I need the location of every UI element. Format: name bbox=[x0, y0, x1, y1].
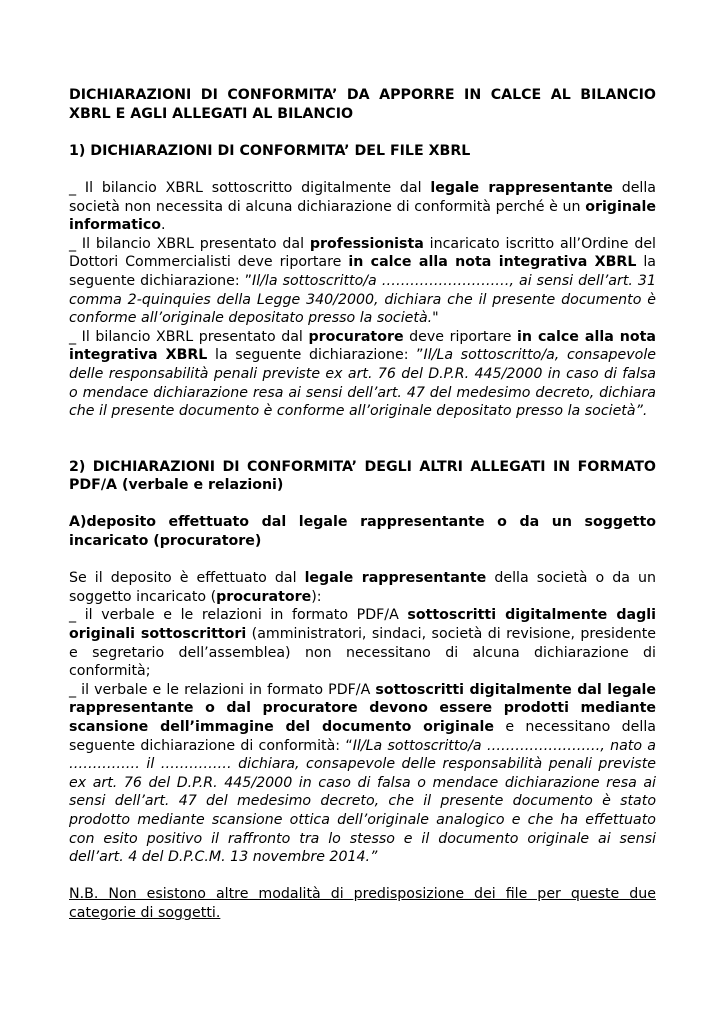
section-2-heading: 2) DICHIARAZIONI DI CONFORMITA’ DEGLI ALTRI ALLEGATI IN FORMATO PDF/A (verbale e relazioni) bbox=[69, 458, 656, 494]
text-run: _ il verbale e le relazioni in formato PDF/A bbox=[69, 681, 376, 698]
section-1-paragraph-legale bbox=[69, 179, 656, 235]
spacer bbox=[69, 551, 656, 570]
bold-run: in calce alla nota integrativa XBRL bbox=[69, 328, 656, 364]
spacer bbox=[69, 160, 656, 179]
text-run: Se il deposito è effettuato dal bbox=[69, 570, 305, 587]
spacer bbox=[69, 123, 656, 142]
section-2-paragraph-intro bbox=[69, 569, 656, 606]
bold-run: legale rappresentante bbox=[430, 179, 613, 196]
spacer bbox=[69, 421, 656, 458]
bold-run: professionista bbox=[309, 235, 424, 252]
text-run: incaricato iscritto all’Ordine del Dottori Commercialisti deve riportare bbox=[69, 235, 656, 271]
bold-run: in calce alla nota integrativa XBRL bbox=[348, 254, 637, 271]
text-run: la seguente dichiarazione: ” bbox=[69, 254, 656, 289]
italic-declaration: Il/la sottoscritto/a ………………………, ai sensi dell’art. 31 comma 2-quinquies della Legge 340/2000, dichiara che il presente documento è conforme all’originale depositato presso la società. bbox=[69, 272, 656, 327]
document-page bbox=[69, 86, 656, 923]
bold-run: sottoscritti digitalmente dal legale rappresentante o dal procuratore devono essere prodotti mediante scansione dell’immagine del documento originale bbox=[69, 681, 656, 735]
section-1-paragraph-procuratore bbox=[69, 328, 656, 421]
section-2-paragraph-scansione bbox=[69, 681, 656, 867]
text-run: ): bbox=[311, 588, 322, 605]
section-1-heading: 1) DICHIARAZIONI DI CONFORMITA’ DEL FILE XBRL bbox=[69, 142, 471, 159]
text-run: e necessitano della seguente dichiarazione di conformità: “ bbox=[69, 719, 656, 754]
text-run: deve riportare bbox=[403, 328, 518, 345]
note-paragraph: N.B. Non esistono altre modalità di predisposizione dei file per queste due categorie di soggetti. bbox=[69, 886, 656, 921]
text-run: (amministratori, sindaci, società di revisione, presidente e segretario dell’assemblea) non necessitano di alcuna dichiarazione di conformità; bbox=[69, 626, 656, 680]
text-run: " bbox=[432, 310, 439, 327]
bold-run: procuratore bbox=[308, 328, 404, 345]
text-run: della società non necessita di alcuna dichiarazione di conformità perché è un bbox=[69, 179, 657, 215]
italic-declaration: Il/La sottoscritto/a, consapevole delle responsabilità penali previste ex art. 76 del D.P.R. 445/2000 in caso di falsa o mendace dichiarazione resa ai sensi dell’art. 47 del medesimo decreto, dichiara che il presente documento è conforme all’originale depositato presso la società”. bbox=[69, 347, 656, 420]
text-run: _ Il bilancio XBRL sottoscritto digitalmente dal bbox=[69, 179, 431, 196]
spacer bbox=[69, 495, 656, 514]
italic-declaration: Il/La sottoscritto/a ……………………, nato a …………… il …………… dichiara, consapevole delle responsabilità penali previste ex art. 76 del D.P.R. 445/2000 in caso di falsa o mendace dichiarazione resa ai sensi dell’art. 47 del medesimo decreto, che il presente documento è stato prodotto mediante scansione ottica dell’originale analogico e che ha effettuato con esito positivo il raffronto tra lo stesso e il documento originale ai sensi dell’art. 4 del D.P.C.M. 13 novembre 2014.” bbox=[69, 737, 656, 866]
section-2-subheading: A)deposito effettuato dal legale rappresentante o da un soggetto incaricato (procuratore) bbox=[69, 514, 656, 550]
text-run: _ il verbale e le relazioni in formato PDF/A bbox=[69, 607, 408, 624]
bold-run: originale informatico bbox=[69, 198, 656, 234]
bold-run: legale rappresentante bbox=[304, 570, 487, 587]
text-run: . bbox=[161, 217, 166, 234]
text-run: _ Il bilancio XBRL presentato dal bbox=[69, 235, 310, 252]
bold-run: sottoscritti digitalmente dagli originali sottoscrittori bbox=[69, 607, 656, 643]
text-run: della società o da un soggetto incaricato ( bbox=[69, 570, 656, 605]
text-run: _ Il bilancio XBRL presentato dal bbox=[69, 328, 309, 345]
section-1-paragraph-professionista bbox=[69, 235, 656, 328]
text-run: la seguente dichiarazione: ” bbox=[207, 347, 424, 364]
spacer bbox=[69, 867, 656, 886]
bold-run: procuratore bbox=[216, 588, 312, 605]
section-2-paragraph-originali bbox=[69, 606, 656, 680]
document-title: DICHIARAZIONI DI CONFORMITA’ DA APPORRE IN CALCE AL BILANCIO XBRL E AGLI ALLEGATI AL BILANCIO bbox=[69, 87, 656, 122]
